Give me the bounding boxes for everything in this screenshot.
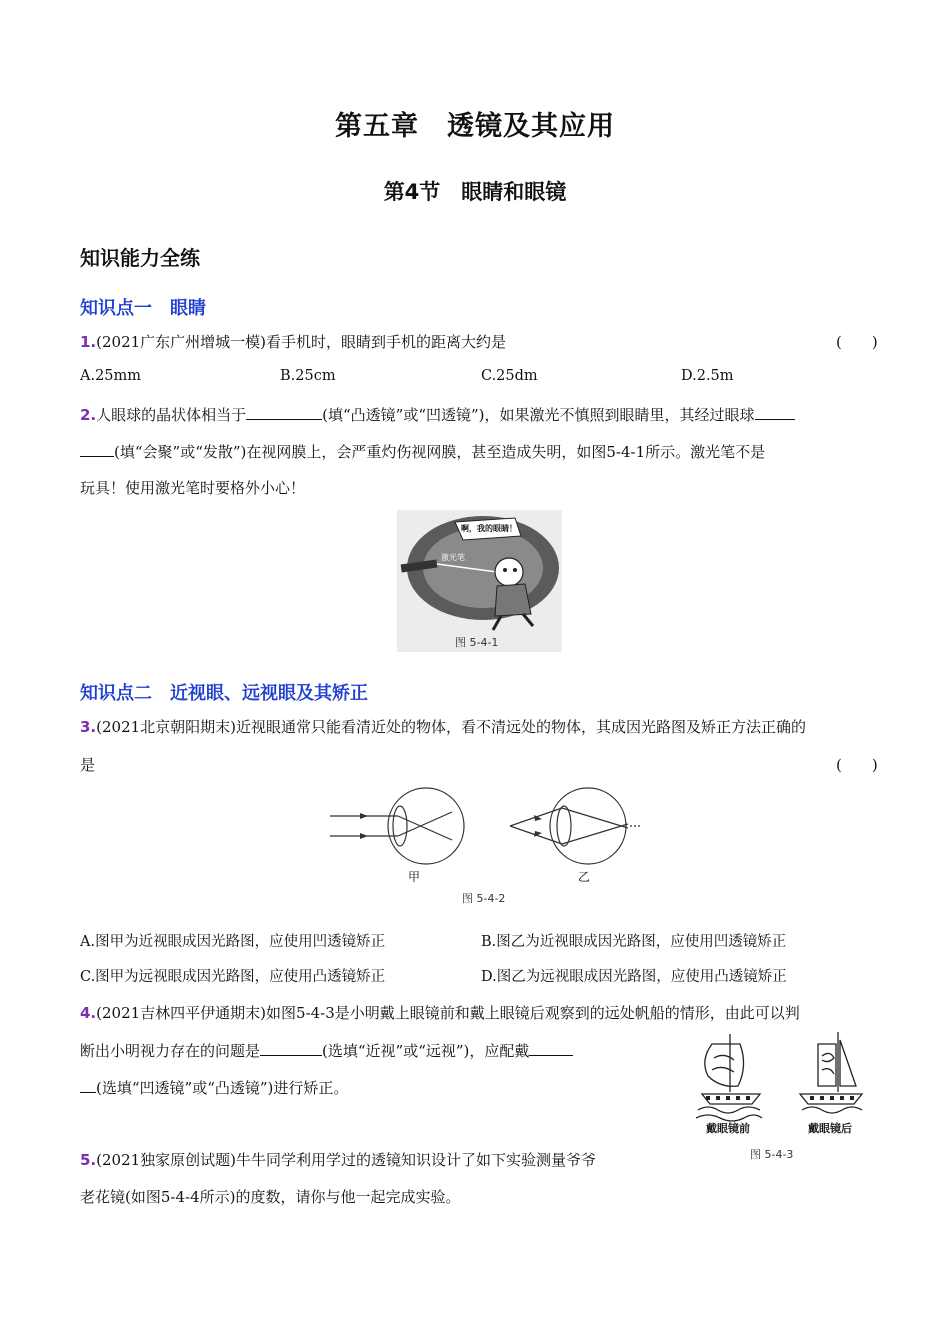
question-2-text-a: 人眼球的晶状体相当于 xyxy=(96,406,247,424)
chapter-title: 第五章 透镜及其应用 xyxy=(335,111,615,142)
question-5-text: (2021独家原创试题)牛牛同学利用学过的透镜知识设计了如下实验测量爷爷 xyxy=(96,1151,597,1169)
figure-5-4-2-caption: 图 5-4-2 xyxy=(462,892,506,905)
sailboat-illustration xyxy=(690,1030,865,1162)
question-4-line-2 xyxy=(80,1039,573,1062)
practice-heading: 知识能力全练 xyxy=(80,246,200,270)
question-3-line-1 xyxy=(80,716,806,738)
figure-label-after: 戴眼镜后 xyxy=(808,1122,852,1135)
question-3-option-d: D.图乙为远视眼成因光路图，应使用凸透镜矫正 xyxy=(481,969,787,985)
figure-5-4-2 xyxy=(330,780,650,908)
answer-blank[interactable] xyxy=(260,1039,322,1056)
question-1-option-c: C.25dm xyxy=(481,368,538,384)
question-4-text: (2021吉林四平伊通期末)如图5-4-3是小明戴上眼镜前和戴上眼镜后观察到的远处帆船的情形，由此可以判 xyxy=(96,1004,800,1022)
question-1-answer-paren: ( ) xyxy=(836,333,878,351)
answer-blank[interactable] xyxy=(529,1039,573,1056)
figure-label-jia: 甲 xyxy=(408,870,421,884)
question-2-text-c: (填“会聚”或“发散”)在视网膜上，会严重灼伤视网膜，甚至造成失明，如图5-4-1所示。激光笔不是 xyxy=(114,443,766,461)
answer-blank[interactable] xyxy=(80,1076,96,1093)
question-2-line-1 xyxy=(80,403,795,426)
question-4-number: 4. xyxy=(80,1004,97,1022)
question-3-answer-paren: ( ) xyxy=(836,756,878,774)
figure-label-before: 戴眼镜前 xyxy=(706,1122,750,1135)
question-3-text: (2021北京朝阳期末)近视眼通常只能看清近处的物体，看不清远处的物体，其成因光路图及矫正方法正确的 xyxy=(96,718,807,736)
question-3-option-a: A.图甲为近视眼成因光路图，应使用凹透镜矫正 xyxy=(80,934,386,950)
question-4-text-c: (选填“凹透镜”或“凸透镜”)进行矫正。 xyxy=(96,1079,349,1097)
answer-blank[interactable] xyxy=(755,403,795,420)
section-title: 第4节 眼睛和眼镜 xyxy=(383,180,567,204)
figure-5-4-3-caption: 图 5-4-3 xyxy=(750,1148,794,1161)
knowledge-point-2-title: 知识点二 近视眼、远视眼及其矫正 xyxy=(80,683,368,704)
figure-label-yi: 乙 xyxy=(578,870,591,884)
question-2-text-b: (填“凸透镜”或“凹透镜”)，如果激光不慎照到眼睛里，其经过眼球 xyxy=(322,406,755,424)
question-3-line-2: 是 xyxy=(80,756,96,774)
question-2-number: 2. xyxy=(80,406,97,424)
question-1-option-a: A.25mm xyxy=(80,368,142,384)
figure-pen-label: 激光笔 xyxy=(441,553,465,562)
figure-5-4-1 xyxy=(397,510,562,652)
eye-ray-diagrams xyxy=(330,780,650,908)
question-3-number: 3. xyxy=(80,718,97,736)
question-1-option-b: B.25cm xyxy=(280,368,336,384)
question-1-option-d: D.2.5m xyxy=(681,368,734,384)
question-1-text: (2021广东广州增城一模)看手机时，眼睛到手机的距离大约是 xyxy=(96,333,507,351)
question-4-line-1 xyxy=(80,1002,800,1024)
question-3-option-c: C.图甲为远视眼成因光路图，应使用凸透镜矫正 xyxy=(80,969,386,985)
figure-speech-bubble: 啊，我的眼睛！ xyxy=(461,524,517,533)
question-2-line-2 xyxy=(80,440,765,463)
answer-blank[interactable] xyxy=(80,440,114,457)
question-1-number: 1. xyxy=(80,333,97,351)
question-5-line-2: 老花镜(如图5-4-4所示)的度数，请你与他一起完成实验。 xyxy=(80,1188,461,1206)
question-3-option-b: B.图乙为近视眼成因光路图，应使用凹透镜矫正 xyxy=(481,934,787,950)
figure-5-4-1-caption: 图 5-4-1 xyxy=(455,636,499,649)
question-1-stem xyxy=(80,331,506,353)
question-5-line-1 xyxy=(80,1149,596,1171)
knowledge-point-1-title: 知识点一 眼睛 xyxy=(80,298,206,319)
answer-blank[interactable] xyxy=(246,403,322,420)
question-4-line-3 xyxy=(80,1076,348,1099)
question-2-line-3: 玩具！使用激光笔时要格外小心！ xyxy=(80,479,306,497)
question-5-number: 5. xyxy=(80,1151,97,1169)
question-4-text-b: (选填“近视”或“远视”)，应配戴 xyxy=(322,1042,530,1060)
question-4-text-a: 断出小明视力存在的问题是 xyxy=(80,1042,261,1060)
figure-5-4-3 xyxy=(690,1030,865,1162)
